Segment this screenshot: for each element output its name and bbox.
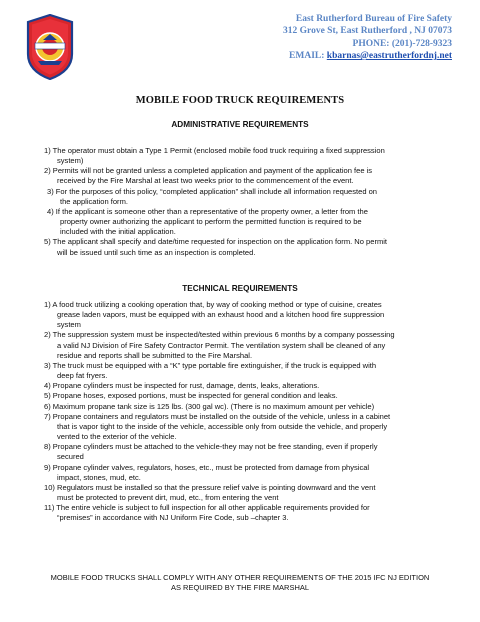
list-item: 1) The operator must obtain a Type 1 Permit (enclosed mobile food truck requiring a fixed suppression system)	[44, 146, 385, 166]
section-heading-technical: TECHNICAL REQUIREMENTS	[182, 284, 298, 293]
list-item: 5) Propane hoses, exposed portions, must be inspected for general condition and leaks.	[44, 391, 338, 401]
org-address: 312 Grove St, East Rutherford , NJ 07073	[283, 26, 452, 37]
technical-requirements-list	[44, 300, 429, 523]
list-item: 3) The truck must be equipped with a “K” type portable fire extinguisher, if the truck is equipped with deep fat fryers.	[44, 360, 377, 381]
email-link[interactable]: kbarnas@eastrutherfordnj.net	[326, 51, 452, 62]
footer-line: MOBILE FOOD TRUCKS SHALL COMPLY WITH ANY OTHER REQUIREMENTS OF THE 2015 IFC NJ EDITION	[50, 573, 430, 582]
list-item: 2) Permits will not be granted unless a completed application and payment of the application fee is received by the Fire Marshal at least two weeks prior to the commencement of the event.	[44, 166, 373, 186]
list-item: 6) Maximum propane tank size is 125 lbs. (300 gal wc). (There is no maximum amount per vehicle)	[44, 401, 375, 411]
administrative-requirements-list	[44, 146, 429, 258]
list-item: 4) If the applicant is someone other than a representative of the property owner, a letter from the property owner authorizing the applicant to perform the permitted function is required to be included with the initial application.	[47, 206, 368, 237]
org-phone: PHONE: (201)-728-9323	[352, 38, 452, 49]
org-name: East Rutherford Bureau of Fire Safety	[295, 14, 452, 24]
footer-note	[0, 573, 480, 594]
list-item: 7) Propane containers and regulators must be installed on the outside of the vehicle, unless in a cabinet that is vapor tight to the inside of the vehicle, accessible only from outside the vehicle, and properly vented to the exterior of the vehicle.	[44, 411, 391, 442]
list-item: 5) The applicant shall specify and date/time requested for inspection on the application form. No permit will be issued until such time as an inspection is completed.	[44, 237, 388, 257]
document-title: MOBILE FOOD TRUCK REQUIREMENTS	[135, 95, 345, 106]
letterhead	[283, 13, 452, 63]
email-label: EMAIL:	[289, 51, 325, 62]
list-item: 9) Propane cylinder valves, regulators, hoses, etc., must be protected from damage from physical impact, stones, mud, etc.	[44, 462, 370, 482]
footer-line: AS REQUIRED BY THE FIRE MARSHAL	[170, 583, 310, 593]
list-item: 4) Propane cylinders must be inspected for rust, damage, dents, leaks, alterations.	[44, 381, 320, 391]
list-item: 11) The entire vehicle is subject to full inspection for all other applicable requirements provided for “premises” in accordance with NJ Uniform Fire Code, sub –chapter 3.	[44, 503, 370, 523]
list-item: 1) A food truck utilizing a cooking operation that, by way of cooking method or type of cuisine, creates grease laden vapors, must be equipped with an exhaust hood and a kitchen hood fire suppression system	[44, 300, 385, 330]
list-item: 8) Propane cylinders must be attached to the vehicle-they may not be free standing, even if properly secured	[44, 442, 378, 462]
list-item: 2) The suppression system must be inspected/tested within previous 6 months by a company possessing a valid NJ Division of Fire Safety Contractor Permit. The ventilation system shall be cleaned of any residue and reports shall be submitted to the Fire Marshal.	[44, 330, 395, 360]
org-email	[283, 50, 452, 62]
list-item: 10) Regulators must be installed so that the pressure relief valve is pointing downward and the vent must be protected to prevent dirt, mud, etc., from entering the vent	[44, 482, 376, 502]
fire-department-badge-logo	[26, 14, 74, 80]
section-heading-administrative: ADMINISTRATIVE REQUIREMENTS	[171, 120, 309, 129]
list-item: 3) For the purposes of this policy, “completed application” shall include all information requested on the application form.	[47, 186, 378, 206]
